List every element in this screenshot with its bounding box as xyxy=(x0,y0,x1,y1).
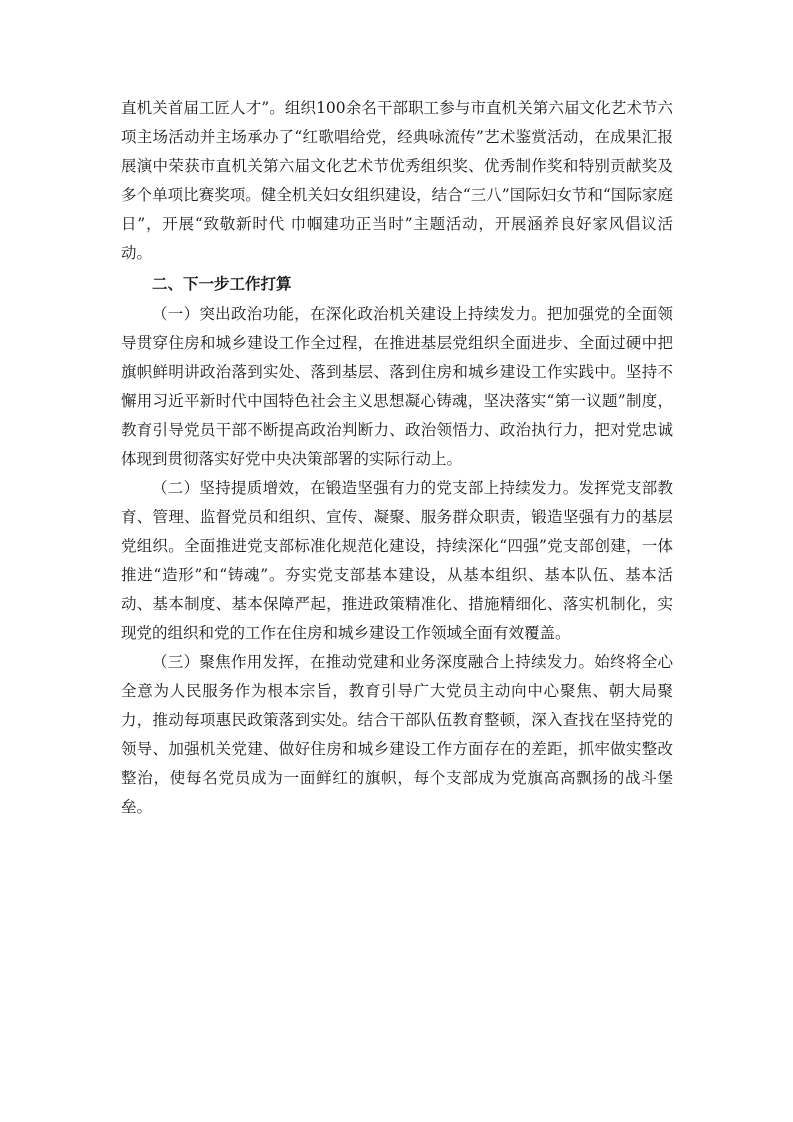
paragraph-3: （三）聚焦作用发挥，在推动党建和业务深度融合上持续发力。始终将全心全意为人民服务作为根本宗旨，教育引导广大党员主动向中心聚焦、朝大局聚力，推动每项惠民政策落到实处。结合干部队伍教育整顿，深入查找在坚持党的领导、加强机关党建、做好住房和城乡建设工作方面存在的差距，抓牢做实整改整治，使每名党员成为一面鲜红的旗帜，每个支部成为党旗高高飘扬的战斗堡垒。 xyxy=(121,653,673,816)
paragraph-2: （二）坚持提质增效，在锻造坚强有力的党支部上持续发力。发挥党支部教育、管理、监督党员和组织、宣传、凝聚、服务群众职责，锻造坚强有力的基层党组织。全面推进党支部标准化规范化建设，持续深化“四强”党支部创建，一体推进“造形”和“铸魂”。夯实党支部基本建设，从基本组织、基本队伍、基本活动、基本制度、基本保障严起，推进政策精准化、措施精细化、落实机制化，实现党的组织和党的工作在住房和城乡建设工作领域全面有效覆盖。 xyxy=(121,479,673,642)
document-body xyxy=(121,94,673,822)
continued-paragraph: 直机关首届工匠人才”。组织100余名干部职工参与市直机关第六届文化艺术节六项主场活动并主场承办了“红歌唱给党，经典咏流传”艺术鉴赏活动，在成果汇报展演中荣获市直机关第六届文化艺术节优秀组织奖、优秀制作奖和特别贡献奖及多个单项比赛奖项。健全机关妇女组织建设，结合“三八”国际妇女节和“国际家庭日”，开展“致敬新时代 巾帼建功正当时”主题活动，开展涵养良好家风倡议活动。 xyxy=(121,99,673,262)
section-heading: 二、下一步工作打算 xyxy=(152,275,292,293)
paragraph-1: （一）突出政治功能，在深化政治机关建设上持续发力。把加强党的全面领导贯穿住房和城乡建设工作全过程，在推进基层党组织全面进步、全面过硬中把旗帜鲜明讲政治落到实处、落到基层、落到住房和城乡建设工作实践中。坚持不懈用习近平新时代中国特色社会主义思想凝心铸魂，坚决落实“第一议题”制度，教育引导党员干部不断提高政治判断力、政治领悟力、政治执行力，把对党忠诚体现到贯彻落实好党中央决策部署的实际行动上。 xyxy=(121,305,673,468)
